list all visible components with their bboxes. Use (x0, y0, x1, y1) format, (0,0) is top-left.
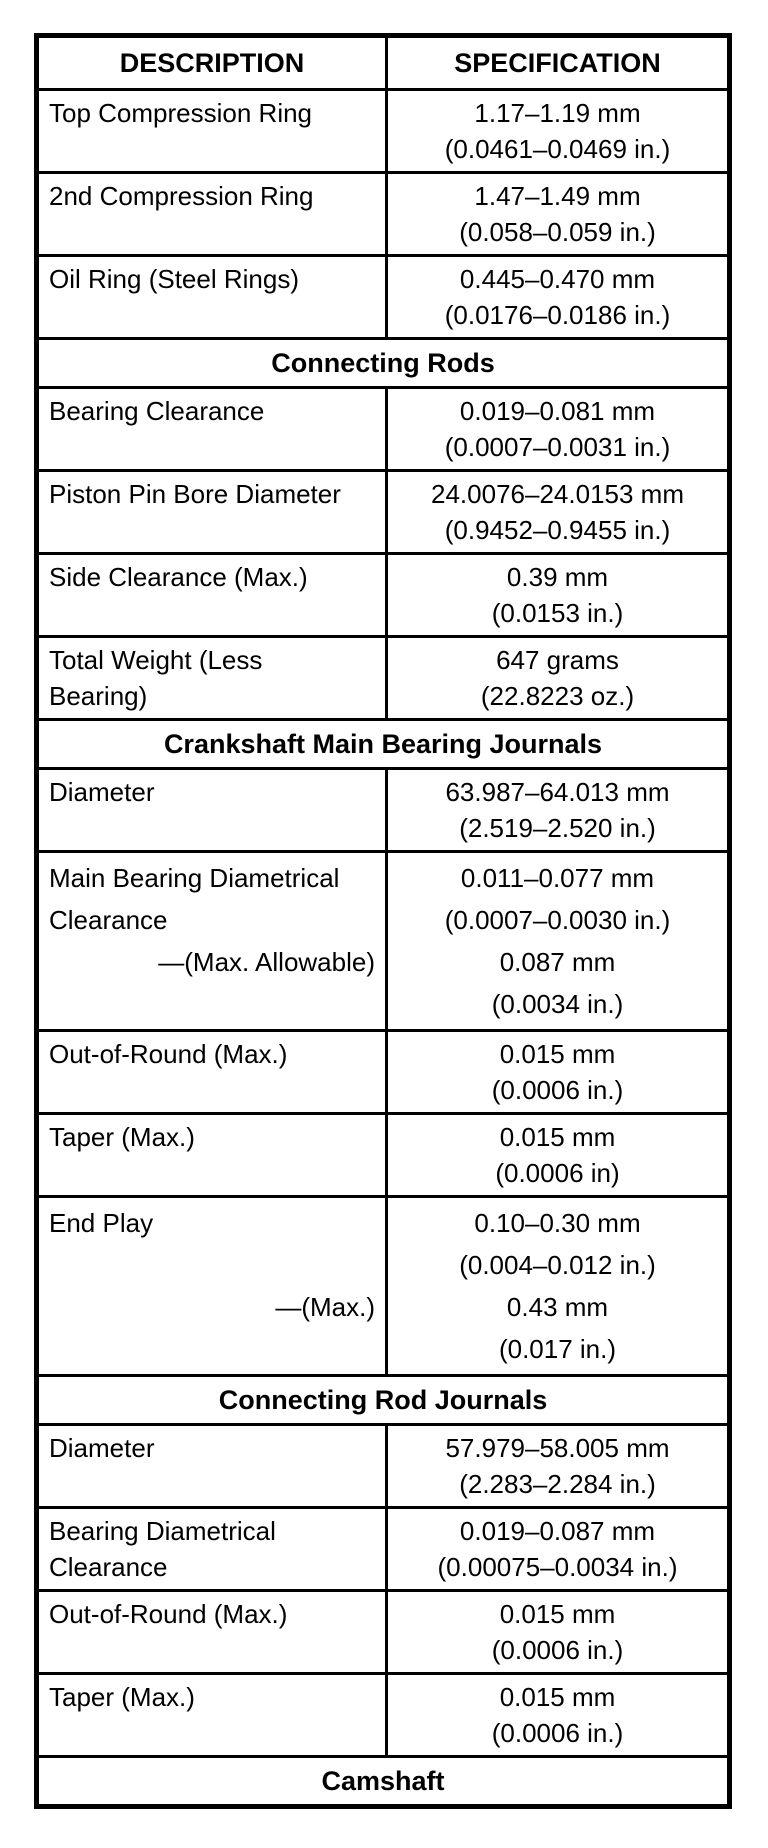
spec-line: 0.43 mm (506, 1292, 609, 1322)
specification-cell (385, 555, 727, 635)
spec-line: (0.0034 in.) (491, 989, 624, 1019)
description-cell (39, 1675, 385, 1755)
desc-line: Out-of-Round (Max.) (49, 1599, 288, 1629)
specification-cell (385, 638, 727, 718)
description-cell (39, 1115, 385, 1195)
spec-line: (0.0006 in.) (491, 1075, 624, 1105)
desc-line: Oil Ring (Steel Rings) (49, 264, 299, 294)
spec-line: 0.445–0.470 mm (459, 264, 656, 294)
specification-cell (385, 472, 727, 552)
section-title: Crankshaft Main Bearing Journals (163, 729, 603, 759)
desc-line: Piston Pin Bore Diameter (49, 479, 341, 509)
section-title: Connecting Rod Journals (218, 1385, 548, 1415)
spec-line: 0.019–0.087 mm (459, 1516, 656, 1546)
spec-line: (0.00075–0.0034 in.) (437, 1552, 678, 1582)
spec-line: (0.0007–0.0031 in.) (444, 432, 671, 462)
description-cell (39, 555, 385, 635)
table-row (39, 469, 727, 552)
section-cell (39, 340, 727, 386)
desc-line: Bearing Diametrical (49, 1516, 276, 1546)
description-cell (39, 638, 385, 718)
table-row (39, 1423, 727, 1506)
desc-line: Top Compression Ring (49, 98, 313, 128)
table-header-row (39, 38, 727, 88)
description-cell (39, 1032, 385, 1112)
desc-line: End Play (49, 1208, 154, 1238)
desc-line: Main Bearing Diametrical (49, 863, 340, 893)
table-row (39, 1195, 727, 1374)
table-row (39, 635, 727, 718)
description-cell (39, 1509, 385, 1589)
table-row (39, 171, 727, 254)
specification-cell (385, 1675, 727, 1755)
specification-cell (385, 1592, 727, 1672)
spec-line: (22.8223 oz.) (480, 681, 635, 711)
spec-line: (2.283–2.284 in.) (459, 1469, 656, 1499)
desc-sub-label: —(Max. Allowable) (158, 947, 375, 977)
spec-line: 57.979–58.005 mm (445, 1433, 670, 1463)
desc-line: Taper (Max.) (49, 1682, 195, 1712)
table-row (39, 767, 727, 850)
specification-cell (385, 770, 727, 850)
section-row-camshaft (39, 1755, 727, 1804)
spec-line: 24.0076–24.0153 mm (431, 479, 684, 509)
spec-line: (2.519–2.520 in.) (459, 813, 656, 843)
desc-line: Bearing) (49, 681, 148, 711)
section-title: Connecting Rods (271, 348, 495, 378)
spec-line: 1.47–1.49 mm (474, 181, 641, 211)
table-row (39, 850, 727, 1029)
spec-line: (0.0153 in.) (491, 598, 624, 628)
specification-cell (385, 1426, 727, 1506)
col-header-description-label: DESCRIPTION (119, 48, 305, 78)
table-row (39, 1506, 727, 1589)
desc-line: Taper (Max.) (49, 1122, 195, 1152)
specification-cell (385, 853, 727, 1029)
description-cell (39, 389, 385, 469)
specification-cell (385, 1198, 727, 1374)
specification-cell (385, 1115, 727, 1195)
spec-line: 0.015 mm (499, 1682, 616, 1712)
spec-table (34, 33, 732, 1809)
table-row (39, 88, 727, 171)
desc-line: Out-of-Round (Max.) (49, 1039, 288, 1069)
table-row (39, 1672, 727, 1755)
description-cell (39, 174, 385, 254)
spec-line: (0.0176–0.0186 in.) (444, 300, 671, 330)
spec-line: 1.17–1.19 mm (474, 98, 641, 128)
desc-line: Clearance (49, 1552, 168, 1582)
description-cell (39, 257, 385, 337)
specification-cell (385, 1509, 727, 1589)
section-row-connecting-rods (39, 337, 727, 386)
desc-line: Diameter (49, 1433, 155, 1463)
table-row (39, 1029, 727, 1112)
section-cell (39, 1377, 727, 1423)
spec-line: 0.087 mm (499, 947, 616, 977)
spec-line: 0.015 mm (499, 1039, 616, 1069)
spec-line: (0.0006 in) (495, 1158, 620, 1188)
table-row (39, 1589, 727, 1672)
spec-line: 0.10–0.30 mm (474, 1208, 641, 1238)
col-header-description (39, 38, 385, 88)
spec-line: 0.015 mm (499, 1122, 616, 1152)
specification-cell (385, 389, 727, 469)
desc-line: Clearance (49, 905, 168, 935)
desc-line: Total Weight (Less (49, 645, 263, 675)
description-cell (39, 853, 385, 1029)
section-cell (39, 1758, 727, 1804)
table-row (39, 552, 727, 635)
desc-line-spacer (49, 1244, 379, 1286)
section-row-connecting-rod-journals (39, 1374, 727, 1423)
spec-line: (0.0007–0.0030 in.) (444, 905, 671, 935)
col-header-specification-label: SPECIFICATION (454, 48, 661, 78)
description-cell (39, 472, 385, 552)
spec-line: (0.017 in.) (498, 1334, 617, 1364)
spec-line: (0.9452–0.9455 in.) (444, 515, 671, 545)
description-cell (39, 1592, 385, 1672)
specification-cell (385, 1032, 727, 1112)
spec-line: 647 grams (496, 645, 619, 675)
desc-sub-label: —(Max.) (275, 1292, 375, 1322)
spec-line: (0.0461–0.0469 in.) (444, 134, 671, 164)
desc-line: 2nd Compression Ring (49, 181, 314, 211)
specification-cell (385, 174, 727, 254)
table-row (39, 254, 727, 337)
specification-cell (385, 91, 727, 171)
table-row (39, 1112, 727, 1195)
table-row (39, 386, 727, 469)
spec-line: (0.0006 in.) (491, 1635, 624, 1665)
specification-cell (385, 257, 727, 337)
description-cell (39, 91, 385, 171)
spec-line: (0.058–0.059 in.) (459, 217, 656, 247)
section-cell (39, 721, 727, 767)
desc-line: Side Clearance (Max.) (49, 562, 308, 592)
spec-line: 0.39 mm (506, 562, 609, 592)
section-row-crankshaft-main-bearing-journals (39, 718, 727, 767)
description-cell (39, 1426, 385, 1506)
spec-line: 0.015 mm (499, 1599, 616, 1629)
spec-line: 0.011–0.077 mm (460, 863, 655, 893)
desc-line: Bearing Clearance (49, 396, 265, 426)
spec-line: (0.0006 in.) (491, 1718, 624, 1748)
description-cell (39, 770, 385, 850)
desc-line: Diameter (49, 777, 155, 807)
spec-line: 0.019–0.081 mm (459, 396, 656, 426)
section-title: Camshaft (321, 1766, 445, 1796)
col-header-specification (385, 38, 727, 88)
spec-line: (0.004–0.012 in.) (459, 1250, 656, 1280)
spec-line: 63.987–64.013 mm (445, 777, 670, 807)
description-cell (39, 1198, 385, 1374)
